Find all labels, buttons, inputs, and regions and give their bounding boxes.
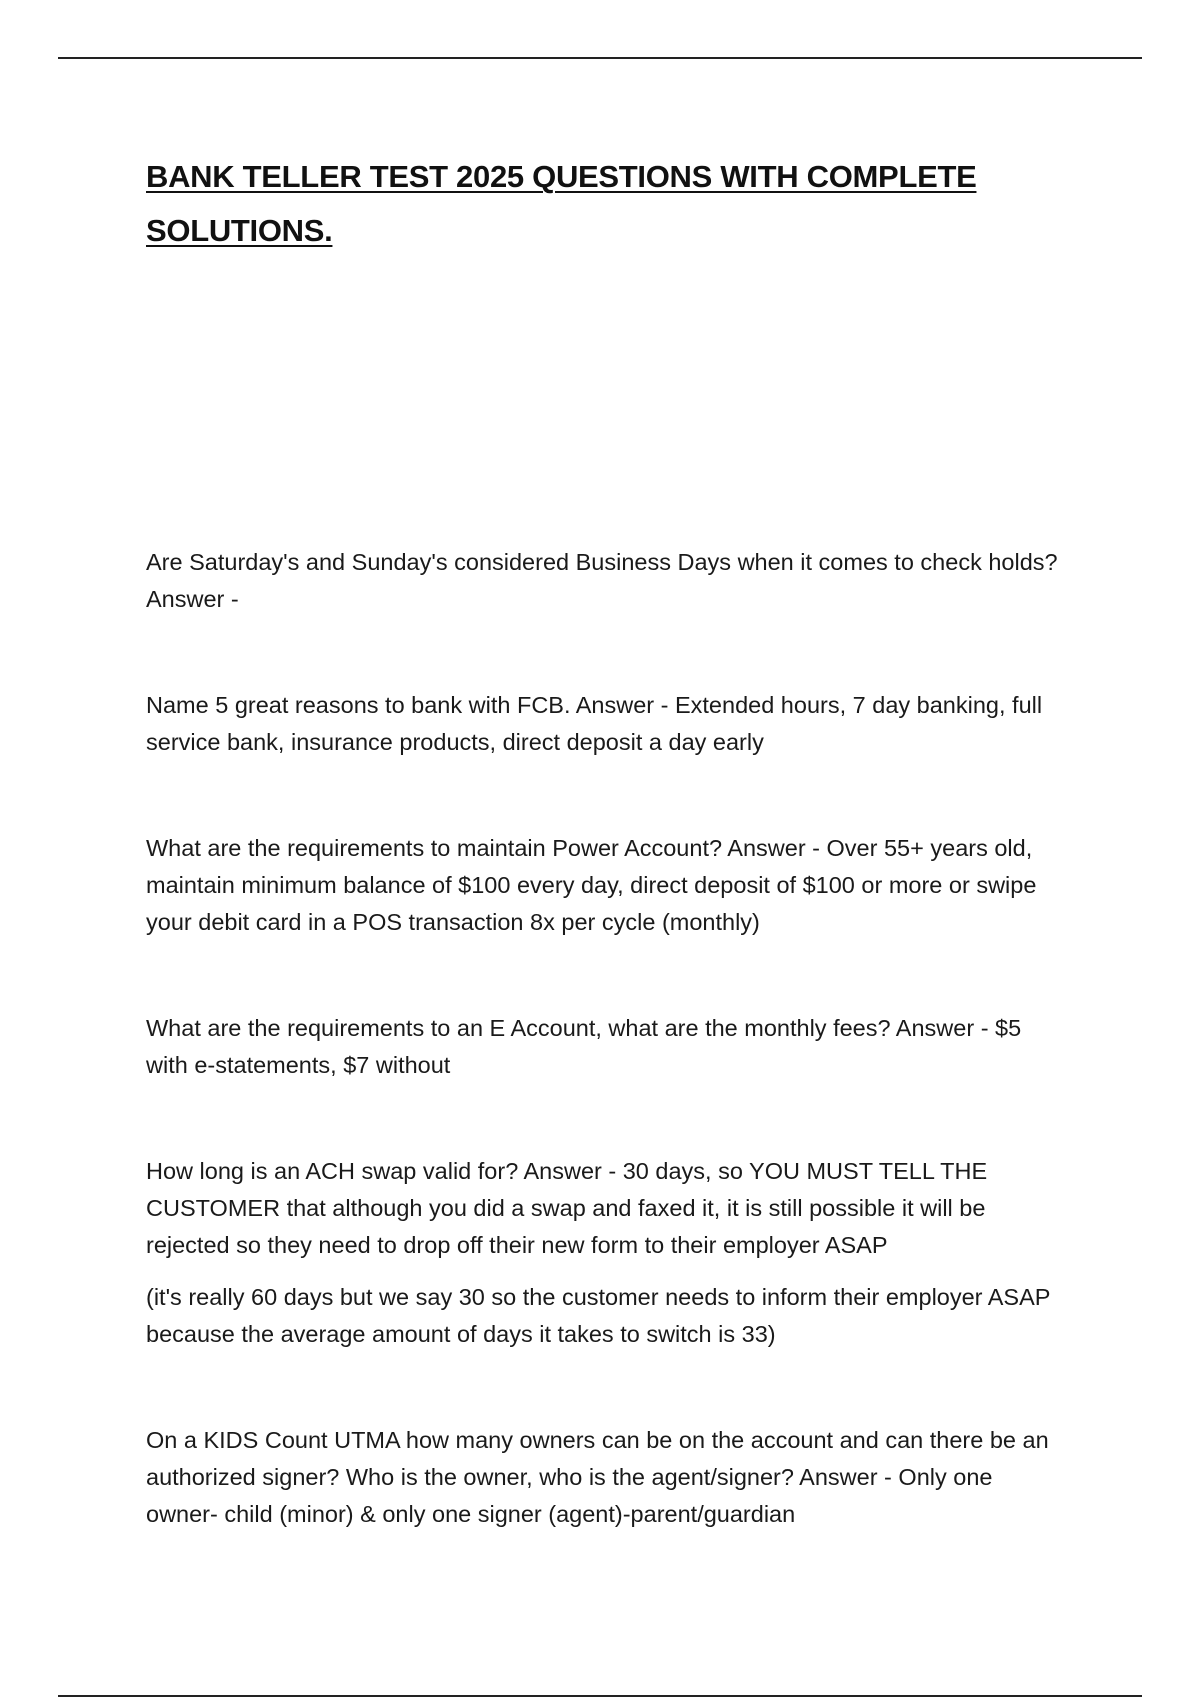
qa-item-reasons-fcb: [146, 687, 1066, 761]
qa-item-kids-count-utma: [146, 1422, 1066, 1533]
qa-item-business-days: [146, 544, 1066, 618]
qa-list: [146, 544, 1066, 1533]
qa-text: Are Saturday's and Sunday's considered Business Days when it comes to check holds? Answer -: [146, 549, 1058, 612]
top-rule: [58, 57, 1142, 59]
qa-text: What are the requirements to maintain Power Account? Answer - Over 55+ years old, maintain minimum balance of $100 every day, direct deposit of $100 or more or swipe your debit card in a POS transaction 8x per cycle (monthly): [146, 835, 1037, 935]
qa-text: How long is an ACH swap valid for? Answer - 30 days, so YOU MUST TELL THE CUSTOMER that although you did a swap and faxed it, it is still possible it will be rejected so they need to drop off their new form to their employer ASAP: [146, 1158, 988, 1258]
qa-item-e-account: [146, 1010, 1066, 1084]
qa-text: Name 5 great reasons to bank with FCB. Answer - Extended hours, 7 day banking, full service bank, insurance products, direct deposit a day early: [146, 692, 1043, 755]
qa-item-power-account: [146, 830, 1066, 941]
qa-text: What are the requirements to an E Account, what are the monthly fees? Answer - $5 with e-statements, $7 without: [146, 1015, 1022, 1078]
document-title: BANK TELLER TEST 2025 QUESTIONS WITH COMPLETE SOLUTIONS.: [146, 159, 977, 248]
document-body: [146, 150, 1066, 1602]
qa-text: On a KIDS Count UTMA how many owners can be on the account and can there be an authorized signer? Who is the owner, who is the agent/signer? Answer - Only one owner- child (minor) & only one signer (agent)-parent/guardian: [146, 1427, 1049, 1527]
qa-note: (it's really 60 days but we say 30 so the customer needs to inform their employer ASAP because the average amount of days it takes to switch is 33): [146, 1284, 1051, 1347]
qa-item-ach-swap: [146, 1153, 1066, 1353]
bottom-rule: [58, 1695, 1142, 1697]
